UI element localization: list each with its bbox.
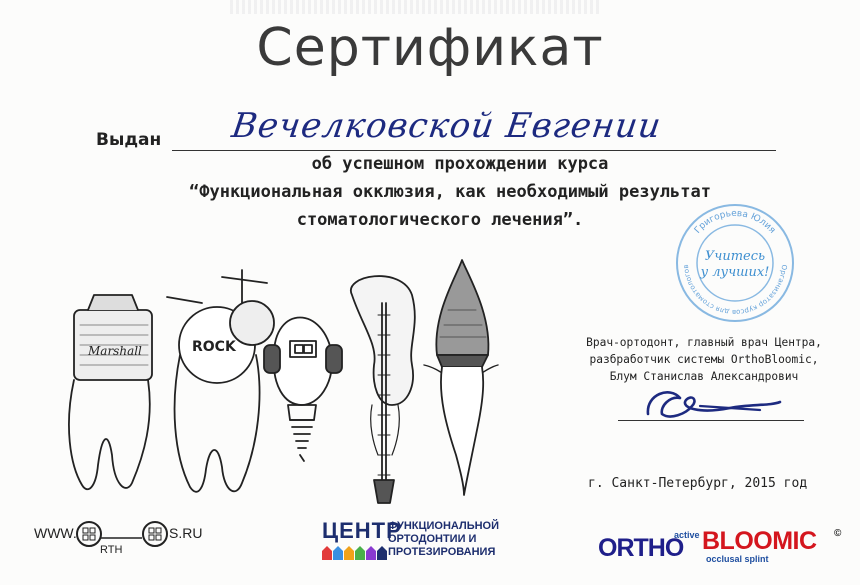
place-and-date: г. Санкт-Петербург, 2015 год [588, 476, 808, 491]
stamp-outer-bottom-text: Организатор курсов для стоматологов [681, 264, 789, 317]
handwritten-signature [640, 384, 790, 424]
registered-mark: © [834, 528, 842, 539]
course-title-line2: стоматологического лечения”. [296, 210, 584, 230]
occlusal-splint-word: occlusal splint [706, 554, 769, 564]
bloomic-word: BLOOMIC [702, 527, 817, 555]
issued-label: Выдан [96, 130, 162, 150]
website-logo [34, 520, 214, 560]
website-logo-graphic [34, 520, 214, 556]
signatory-line2: разбработчик системы OrthoBloomic, [589, 353, 819, 366]
marshall-label: Marshall [88, 344, 142, 358]
active-word: active [674, 530, 700, 540]
signatory-line3: Блум Станислав Александрович [609, 370, 799, 383]
course-intro-text: об успешном прохождении курса [311, 154, 609, 174]
recipient-name: Вечелковской Евгении [229, 106, 665, 146]
drum-tooth-icon [167, 270, 274, 492]
rock-label: ROCK [192, 339, 236, 355]
signatory-block [575, 334, 833, 385]
website-suffix: S.RU [169, 525, 203, 541]
website-mid: RTH [100, 544, 123, 556]
center-subtitle-line2: ОРТОДОНТИИ И [388, 533, 477, 545]
houses-icon [322, 546, 388, 560]
amplifier-tooth-icon [69, 295, 152, 489]
center-logo-subtitle [388, 520, 499, 559]
center-logo-title: ЦЕНТР [322, 518, 402, 543]
course-title-line1: “Функциональная окклюзия, как необходимый результат [189, 182, 711, 202]
signatory-line1: Врач-ортодонт, главный врач Центра, [586, 336, 822, 349]
organizer-stamp-icon [670, 198, 800, 328]
website-prefix: WWW. [34, 525, 77, 541]
ortho-word: ORTHO [598, 534, 684, 562]
teeth-instruments-illustration [52, 255, 502, 515]
microphone-tooth-icon [424, 260, 498, 495]
name-underline [172, 150, 776, 151]
signature-line [618, 420, 804, 421]
stamp-inner-line1: Учитесь [704, 249, 766, 264]
center-subtitle-line1: ФУНКЦИОНАЛЬНОЙ [388, 520, 500, 532]
center-subtitle-line3: ПРОТЕЗИРОВАНИЯ [388, 546, 496, 558]
certificate-title: Сертификат [256, 18, 604, 78]
stamp-inner-line2: у лучших! [700, 265, 770, 280]
stamp-outer-top-text: Григорьева Юлия [692, 208, 778, 236]
guitar-tooth-icon [351, 276, 415, 503]
implant-headphones-icon [264, 318, 342, 462]
top-watermark [230, 0, 600, 14]
